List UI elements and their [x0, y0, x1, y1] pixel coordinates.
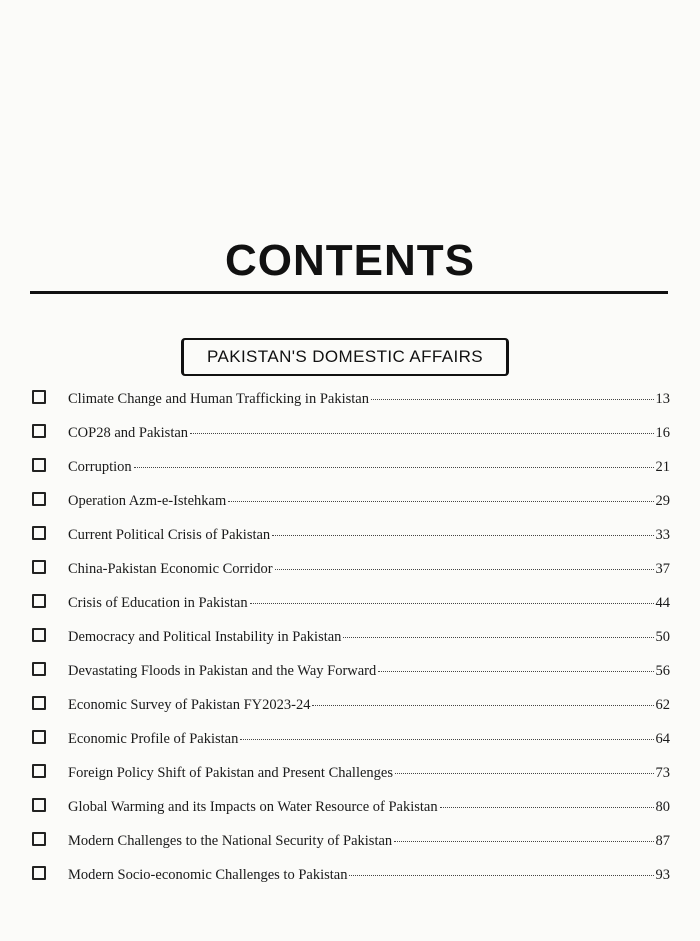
- dot-leader: [395, 773, 653, 774]
- dot-leader: [312, 705, 653, 706]
- checkbox-bullet-icon: [32, 662, 46, 676]
- title-rule: [30, 291, 668, 294]
- toc-entry[interactable]: [30, 586, 670, 620]
- checkbox-bullet-icon: [32, 390, 46, 404]
- dot-leader: [371, 399, 654, 400]
- toc-entry[interactable]: [30, 484, 670, 518]
- toc-entry-title: China-Pakistan Economic Corridor: [68, 561, 273, 577]
- toc-entry[interactable]: [30, 416, 670, 450]
- dot-leader: [134, 467, 654, 468]
- dot-leader: [190, 433, 653, 434]
- dot-leader: [240, 739, 653, 740]
- checkbox-bullet-icon: [32, 628, 46, 642]
- checkbox-bullet-icon: [32, 832, 46, 846]
- checkbox-bullet-icon: [32, 696, 46, 710]
- dot-leader: [228, 501, 653, 502]
- toc-entry[interactable]: [30, 756, 670, 790]
- toc-entry-page: 56: [655, 663, 670, 679]
- toc-entry-page: 44: [655, 595, 670, 611]
- checkbox-bullet-icon: [32, 424, 46, 438]
- dot-leader: [343, 637, 653, 638]
- toc-entry-page: 33: [655, 527, 670, 543]
- toc-entry-page: 87: [655, 833, 670, 849]
- toc-entry-title: Current Political Crisis of Pakistan: [68, 527, 271, 543]
- toc-entry[interactable]: [30, 552, 670, 586]
- toc-entry-title: Climate Change and Human Trafficking in Pakistan: [68, 391, 369, 407]
- toc-entry-title: Foreign Policy Shift of Pakistan and Present Challenges: [68, 765, 394, 781]
- toc-entry-title: COP28 and Pakistan: [68, 425, 189, 441]
- checkbox-bullet-icon: [32, 458, 46, 472]
- checkbox-bullet-icon: [32, 560, 46, 574]
- toc-entry-page: 29: [655, 493, 670, 509]
- toc-entry[interactable]: [30, 518, 670, 552]
- section-heading: PAKISTAN'S DOMESTIC AFFAIRS: [206, 347, 484, 366]
- toc-entry[interactable]: [30, 654, 670, 688]
- toc-entry-title: Devastating Floods in Pakistan and the Way Forward: [68, 663, 377, 679]
- dot-leader: [394, 841, 653, 842]
- dot-leader: [272, 535, 653, 536]
- toc-entry-title: Economic Survey of Pakistan FY2023-24: [68, 697, 311, 713]
- page-title: CONTENTS: [225, 236, 475, 285]
- toc-entry-page: 80: [655, 799, 670, 815]
- checkbox-bullet-icon: [32, 594, 46, 608]
- toc-entry-title: Modern Socio-economic Challenges to Pakistan: [68, 867, 348, 883]
- dot-leader: [349, 875, 653, 876]
- toc-list: [30, 382, 670, 892]
- toc-entry-page: 37: [655, 561, 670, 577]
- checkbox-bullet-icon: [32, 492, 46, 506]
- dot-leader: [440, 807, 654, 808]
- dot-leader: [378, 671, 653, 672]
- toc-entry-title: Global Warming and its Impacts on Water Resource of Pakistan: [68, 799, 438, 815]
- section-heading-box: [181, 338, 509, 376]
- toc-entry[interactable]: [30, 722, 670, 756]
- toc-entry[interactable]: [30, 824, 670, 858]
- checkbox-bullet-icon: [32, 730, 46, 744]
- toc-entry-page: 13: [655, 391, 670, 407]
- toc-entry[interactable]: [30, 620, 670, 654]
- checkbox-bullet-icon: [32, 764, 46, 778]
- toc-entry-page: 21: [655, 459, 670, 475]
- toc-entry-title: Crisis of Education in Pakistan: [68, 595, 248, 611]
- toc-entry-page: 64: [655, 731, 670, 747]
- toc-entry-title: Modern Challenges to the National Security of Pakistan: [68, 833, 393, 849]
- toc-entry-page: 62: [655, 697, 670, 713]
- checkbox-bullet-icon: [32, 866, 46, 880]
- toc-entry-title: Economic Profile of Pakistan: [68, 731, 239, 747]
- toc-entry-page: 93: [655, 867, 670, 883]
- dot-leader: [275, 569, 654, 570]
- checkbox-bullet-icon: [32, 798, 46, 812]
- toc-entry-page: 73: [655, 765, 670, 781]
- toc-entry-page: 50: [655, 629, 670, 645]
- toc-entry-title: Operation Azm-e-Istehkam: [68, 493, 227, 509]
- toc-entry[interactable]: [30, 790, 670, 824]
- dot-leader: [250, 603, 654, 604]
- toc-entry[interactable]: [30, 450, 670, 484]
- checkbox-bullet-icon: [32, 526, 46, 540]
- toc-entry-page: 16: [655, 425, 670, 441]
- toc-entry[interactable]: [30, 858, 670, 892]
- toc-entry-title: Democracy and Political Instability in Pakistan: [68, 629, 342, 645]
- toc-entry-title: Corruption: [68, 459, 132, 475]
- toc-entry[interactable]: [30, 382, 670, 416]
- toc-entry[interactable]: [30, 688, 670, 722]
